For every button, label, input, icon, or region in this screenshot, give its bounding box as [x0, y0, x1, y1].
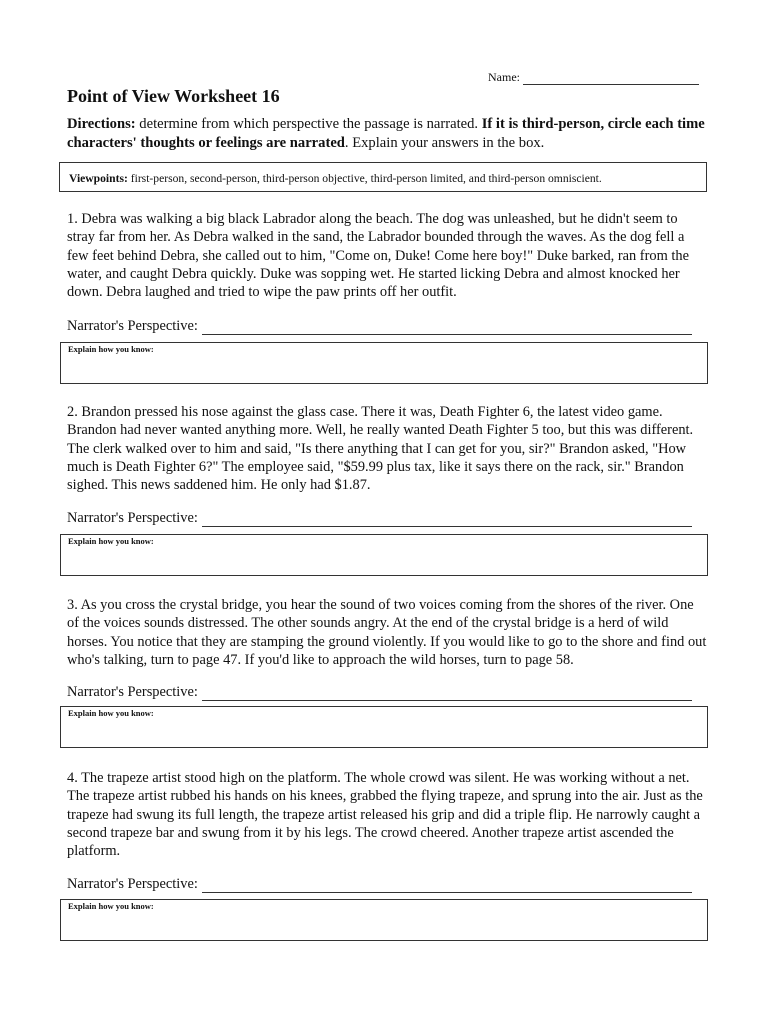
question-passage: 1. Debra was walking a big black Labrador along the beach. The dog was unleashed, but he didn't seem to stray far from her. As Debra walked in the sand, the Labrador bounded through the waves. As the dog fell a few feet behind Debra, she called out to him, "Come on, Duke! Come here boy!" Duke barked, ran from the water, and caught Debra quickly. Duke was sopping wet. He started licking Debra and almost knocked her down. Debra laughed and tried to wipe the paw prints off her outfit. [67, 211, 689, 301]
narrator-perspective-field[interactable] [67, 510, 692, 527]
perspective-answer-line[interactable] [202, 512, 692, 527]
explain-label: Explain how you know: [68, 536, 154, 546]
perspective-answer-line[interactable] [202, 320, 692, 335]
directions-bold-text: If it is third-person, circle each time characters' thoughts or feelings are narrated [67, 116, 705, 151]
narrator-perspective-field[interactable] [67, 876, 692, 893]
question-passage: 2. Brandon pressed his nose against the glass case. There it was, Death Fighter 6, the latest video game. Brandon had never wanted anything more. Well, he really wanted Death Fighter 5 too, but this was different. The clerk walked over to him and said, "Is there anything that I can get for you, sir?" Brandon asked, "How much is Death Fighter 6?" The employee said, "$59.99 plus tax, like it says there on the rack, sir." Brandon sighed. This news saddened him. He only had $1.87. [67, 404, 694, 494]
question-4 [67, 769, 707, 911]
narrator-perspective-field[interactable] [67, 318, 692, 335]
question-1 [67, 210, 707, 354]
question-3 [67, 596, 707, 718]
question-passage: 3. As you cross the crystal bridge, you hear the sound of two voices coming from the shores of the river. One of the voices sounds distressed. The other sounds angry. At the end of the crystal bridge is a herd of wild horses. You notice that they are stamping the ground violently. If you would like to go to the shore and find out who's talking, turn to page 47. If you'd like to approach the wild horses, turn to page 58. [67, 597, 707, 668]
viewpoints-box [59, 162, 707, 192]
perspective-answer-line[interactable] [202, 878, 692, 893]
explain-label: Explain how you know: [68, 901, 154, 911]
perspective-label: Narrator's Perspective: [67, 684, 198, 700]
directions-end-text: . Explain your answers in the box. [344, 134, 545, 151]
explain-box[interactable] [60, 534, 708, 576]
perspective-label: Narrator's Perspective: [67, 318, 198, 334]
explain-label: Explain how you know: [68, 344, 154, 354]
directions-text: determine from which perspective the passage is narrated. [135, 116, 482, 132]
viewpoints-label: Viewpoints: [69, 172, 128, 185]
viewpoints-text: first-person, second-person, third-person objective, third-person limited, and third-person omniscient. [127, 172, 602, 185]
explain-box[interactable] [60, 342, 708, 384]
name-label: Name: [488, 70, 520, 84]
name-blank-line[interactable] [523, 72, 699, 85]
narrator-perspective-field[interactable] [67, 684, 692, 701]
explain-box[interactable] [60, 706, 708, 748]
explain-label: Explain how you know: [68, 708, 154, 718]
name-field[interactable] [488, 70, 699, 85]
directions-label: Directions: [67, 116, 136, 132]
worksheet-title: Point of View Worksheet 16 [67, 86, 280, 106]
explain-box[interactable] [60, 899, 708, 941]
directions [67, 115, 707, 152]
question-2 [67, 403, 707, 546]
perspective-label: Narrator's Perspective: [67, 876, 198, 892]
perspective-answer-line[interactable] [202, 686, 692, 701]
question-passage: 4. The trapeze artist stood high on the platform. The whole crowd was silent. He was working without a net. The trapeze artist rubbed his hands on his knees, grabbed the flying trapeze, and sprung into the air. Just as the trapeze had swung its full length, the trapeze artist released his grip and did a triple flip. He narrowly caught a second trapeze bar and swung from it by his legs. The crowd cheered. Another trapeze artist ascended the platform. [67, 770, 703, 860]
perspective-label: Narrator's Perspective: [67, 510, 198, 526]
